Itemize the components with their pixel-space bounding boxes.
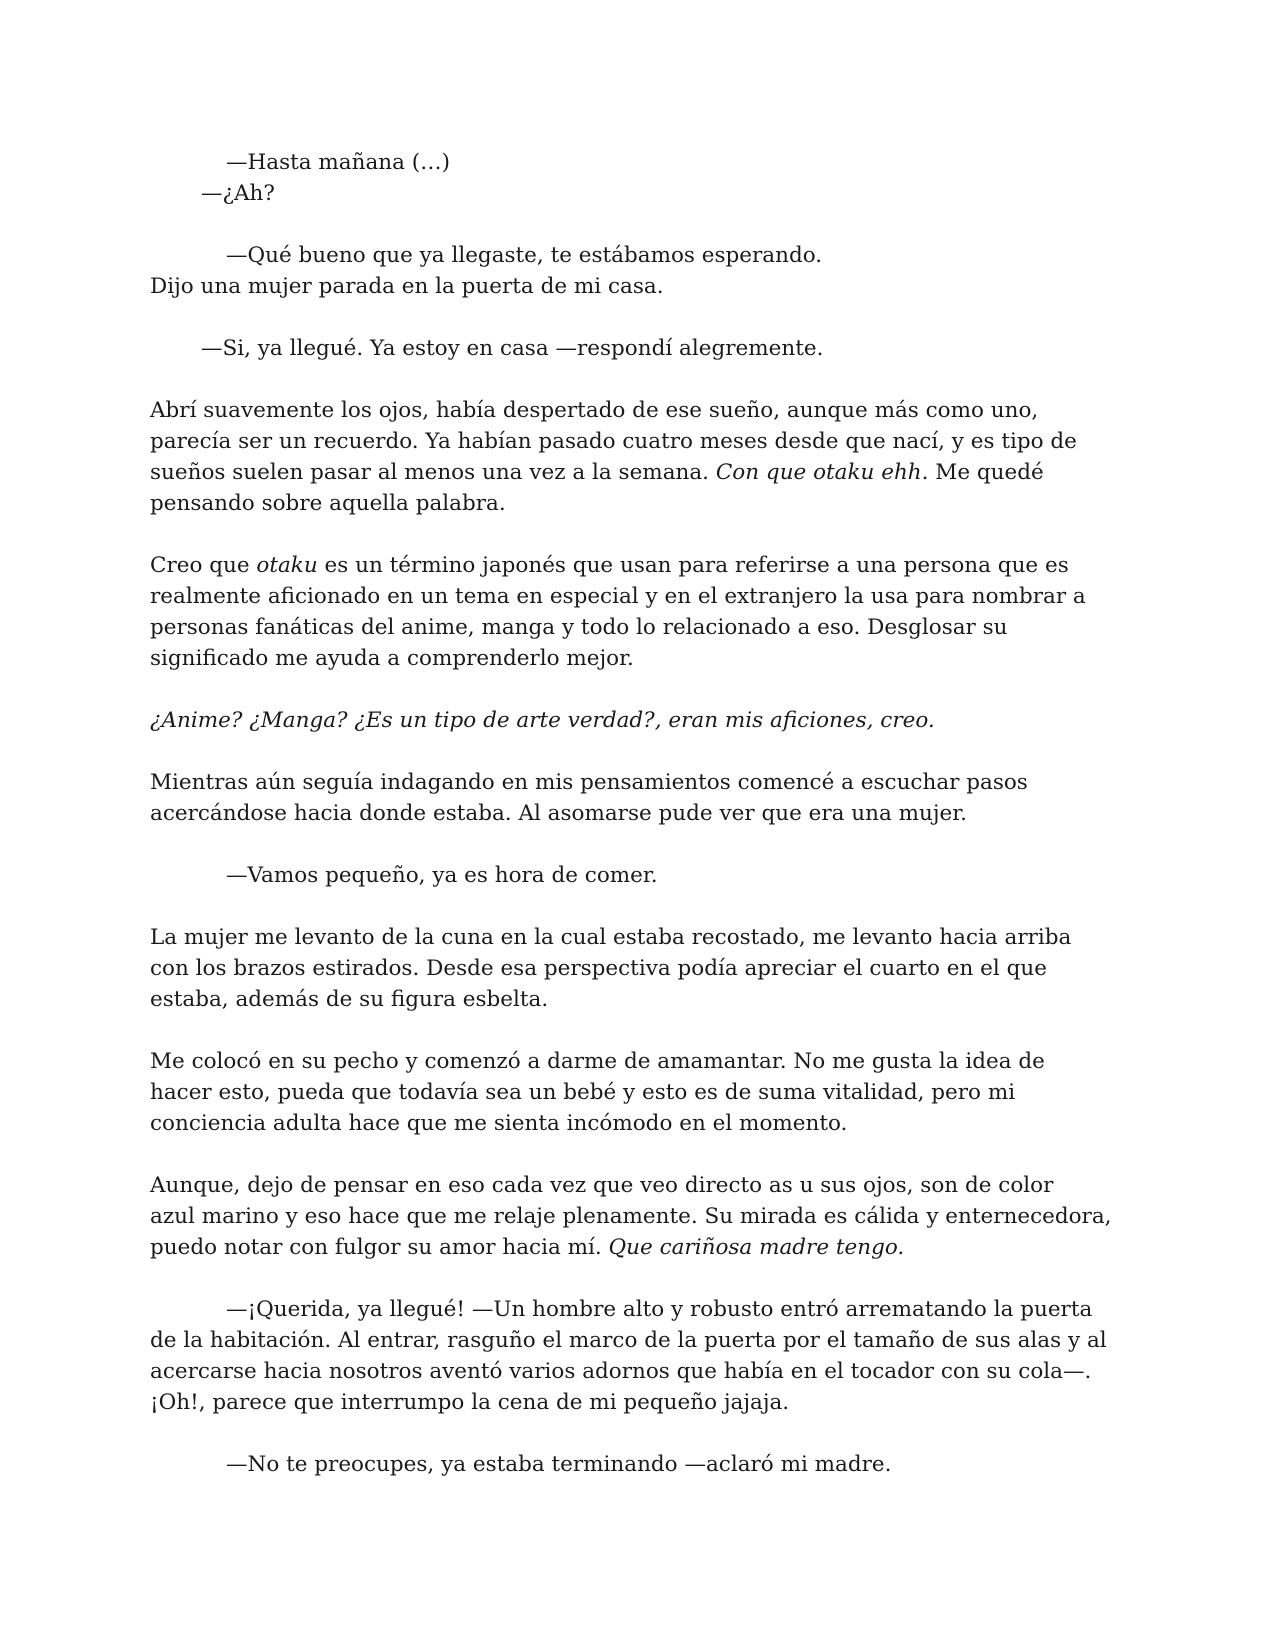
paragraph-gap [150, 829, 1130, 860]
text-line [150, 1232, 1130, 1263]
text-line: significado me ayuda a comprenderlo mejor. [150, 646, 634, 671]
text-run: Creo que [150, 553, 257, 578]
paragraph-gap [150, 209, 1130, 240]
text-run: puedo notar con fulgor su amor hacia mí. [150, 1235, 609, 1260]
text-line [150, 550, 1130, 581]
text-line: pensando sobre aquella palabra. [150, 491, 506, 516]
text-run: sueños suelen pasar al menos una vez a la semana. [150, 460, 716, 485]
paragraph-gap [150, 674, 1130, 705]
paragraph-gap [150, 891, 1130, 922]
text-line: conciencia adulta hace que me sienta incómodo en el momento. [150, 1111, 848, 1136]
text-line: parecía ser un recuerdo. Ya habían pasado cuatro meses desde que nací, y es tipo de [150, 429, 1077, 454]
text-line: azul marino y eso hace que me relaje plenamente. Su mirada es cálida y enternecedora, [150, 1204, 1112, 1229]
text-line: Mientras aún seguía indagando en mis pensamientos comencé a escuchar pasos [150, 770, 1028, 795]
paragraph-gap [150, 1418, 1130, 1449]
dialogue-line: —¡Querida, ya llegué! —Un hombre alto y robusto entró arrematando la puerta [226, 1297, 1093, 1322]
dialogue-line: —Qué bueno que ya llegaste, te estábamos esperando. [226, 243, 823, 268]
paragraph-gap [150, 1139, 1130, 1170]
italic-thought-line: ¿Anime? ¿Manga? ¿Es un tipo de arte verdad?, eran mis aficiones, creo. [150, 708, 935, 733]
paragraph-gap [150, 1015, 1130, 1046]
text-line: La mujer me levanto de la cuna en la cual estaba recostado, me levanto hacia arriba [150, 925, 1072, 950]
text-line: ¡Oh!, parece que interrumpo la cena de mi pequeño jajaja. [150, 1390, 790, 1415]
text-line: con los brazos estirados. Desde esa perspectiva podía apreciar el cuarto en el que [150, 956, 1047, 981]
dialogue-line: —Si, ya llegué. Ya estoy en casa —respondí alegremente. [201, 336, 824, 361]
dialogue-line: —No te preocupes, ya estaba terminando —aclaró mi madre. [226, 1452, 892, 1477]
italic-thought: Que cariñosa madre tengo. [608, 1235, 905, 1260]
text-run: es un término japonés que usan para referirse a una persona que es [317, 553, 1069, 578]
text-line: hacer esto, pueda que todavía sea un bebé y esto es de suma vitalidad, pero mi [150, 1080, 1016, 1105]
paragraph-gap [150, 302, 1130, 333]
text-line: personas fanáticas del anime, manga y todo lo relacionado a eso. Desglosar su [150, 615, 1008, 640]
text-run: Me quedé [928, 460, 1044, 485]
dialogue-line: —Vamos pequeño, ya es hora de comer. [226, 863, 658, 888]
text-line: Dijo una mujer parada en la puerta de mi casa. [150, 274, 664, 299]
dialogue-line: —Hasta mañana (…) [226, 150, 451, 175]
text-line: Abrí suavemente los ojos, había despertado de ese sueño, aunque más como uno, [150, 398, 1039, 423]
text-line: de la habitación. Al entrar, rasguño el marco de la puerta por el tamaño de sus alas y al [150, 1328, 1107, 1353]
dialogue-line: —¿Ah? [201, 181, 275, 206]
text-line: acercándose hacia donde estaba. Al asomarse pude ver que era una mujer. [150, 801, 967, 826]
paragraph-gap [150, 519, 1130, 550]
text-line [150, 457, 1130, 488]
paragraph-gap [150, 364, 1130, 395]
italic-term: otaku [256, 553, 318, 578]
text-line: Aunque, dejo de pensar en eso cada vez que veo directo as u sus ojos, son de color [150, 1173, 1054, 1198]
document-page [150, 147, 1130, 1480]
paragraph-gap [150, 1263, 1130, 1294]
paragraph-gap [150, 736, 1130, 767]
text-line: Me colocó en su pecho y comenzó a darme de amamantar. No me gusta la idea de [150, 1049, 1045, 1074]
text-line: realmente aficionado en un tema en especial y en el extranjero la usa para nombrar a [150, 584, 1086, 609]
text-line: estaba, además de su figura esbelta. [150, 987, 549, 1012]
text-line: acercarse hacia nosotros aventó varios adornos que había en el tocador con su cola—. [150, 1359, 1092, 1384]
italic-thought: Con que otaku ehh. [715, 460, 929, 485]
